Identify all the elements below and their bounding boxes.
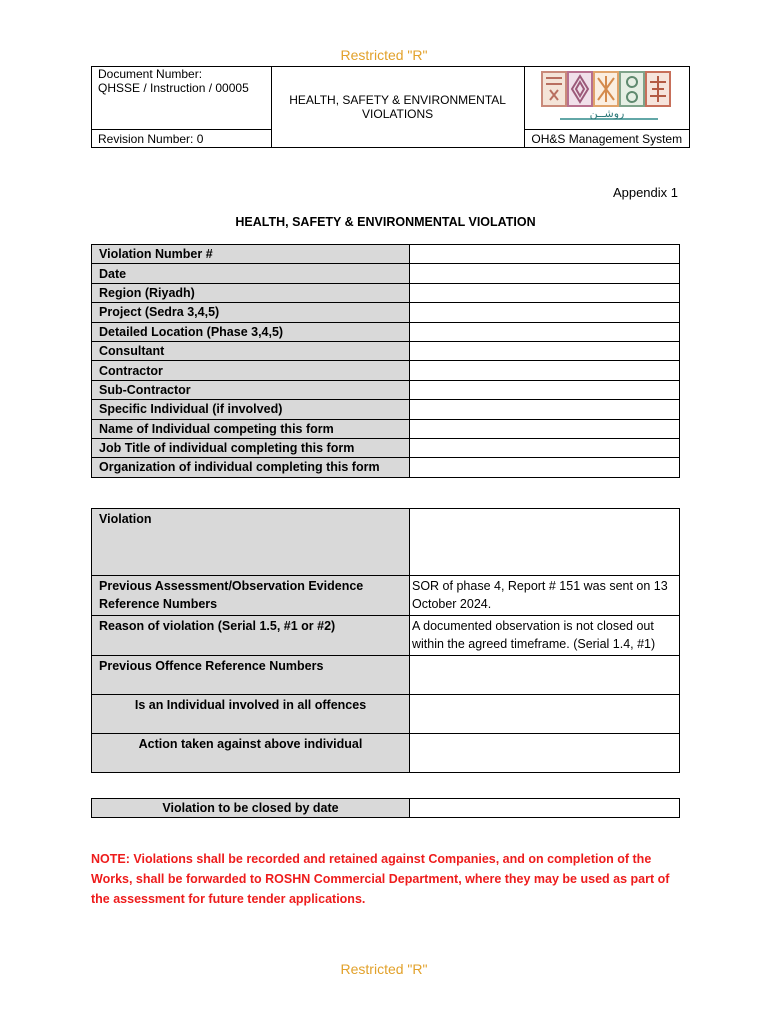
table-row — [92, 303, 680, 322]
document-title: HEALTH, SAFETY & ENVIRONMENTAL VIOLATIONS — [271, 67, 524, 148]
field-label: Detailed Location (Phase 3,4,5) — [92, 322, 410, 341]
logo-cell — [524, 67, 690, 130]
field-value[interactable] — [410, 438, 680, 457]
logo-text: روشــن — [589, 107, 625, 120]
field-label: Job Title of individual completing this form — [92, 438, 410, 457]
table-row — [92, 458, 680, 477]
action-taken-value[interactable] — [410, 734, 680, 773]
field-label: Specific Individual (if involved) — [92, 400, 410, 419]
appendix-label: Appendix 1 — [612, 185, 678, 200]
individual-involved-label: Is an Individual involved in all offences — [92, 695, 410, 734]
field-label: Violation Number # — [92, 245, 410, 264]
field-label: Organization of individual completing this form — [92, 458, 410, 477]
field-value[interactable] — [410, 264, 680, 283]
field-label: Contractor — [92, 361, 410, 380]
close-by-value[interactable] — [410, 799, 680, 818]
table-row — [92, 341, 680, 360]
previous-assessment-value[interactable]: SOR of phase 4, Report # 151 was sent on 13 October 2024. — [410, 576, 680, 616]
field-value[interactable] — [410, 361, 680, 380]
previous-offence-value[interactable] — [410, 656, 680, 695]
field-value[interactable] — [410, 245, 680, 264]
table-row — [92, 361, 680, 380]
action-taken-label: Action taken against above individual — [92, 734, 410, 773]
previous-offence-label: Previous Offence Reference Numbers — [92, 656, 410, 695]
table-row — [92, 734, 680, 773]
management-system: OH&S Management System — [524, 130, 690, 148]
restricted-label-bottom: Restricted "R" — [340, 961, 428, 977]
field-value[interactable] — [410, 380, 680, 399]
field-label: Region (Riyadh) — [92, 283, 410, 302]
reason-label: Reason of violation (Serial 1.5, #1 or #2) — [92, 616, 410, 656]
field-value[interactable] — [410, 283, 680, 302]
previous-assessment-label: Previous Assessment/Observation Evidence Reference Numbers — [92, 576, 410, 616]
note-text: NOTE: Violations shall be recorded and retained against Companies, and on completion of the Works, shall be forwarded to ROSHN Commercial Department, where they may be used as part of the assessment for future tender applications. — [91, 852, 670, 906]
table-row — [92, 576, 680, 616]
table-row — [92, 656, 680, 695]
field-label: Date — [92, 264, 410, 283]
table-row — [92, 400, 680, 419]
field-value[interactable] — [410, 458, 680, 477]
field-label: Project (Sedra 3,4,5) — [92, 303, 410, 322]
roshn-logo — [540, 70, 674, 124]
document-number-label: Document Number: — [98, 67, 203, 81]
table-row — [92, 695, 680, 734]
table-row — [92, 380, 680, 399]
table-row — [92, 322, 680, 341]
individual-involved-value[interactable] — [410, 695, 680, 734]
field-value[interactable] — [410, 419, 680, 438]
field-label: Sub-Contractor — [92, 380, 410, 399]
table-row — [92, 616, 680, 656]
violation-label: Violation — [92, 509, 410, 576]
reason-value[interactable]: A documented observation is not closed out within the agreed timeframe. (Serial 1.4, #1) — [410, 616, 680, 656]
table-row — [92, 509, 680, 576]
table-row — [92, 799, 680, 818]
form-title: HEALTH, SAFETY & ENVIRONMENTAL VIOLATION — [235, 215, 536, 229]
field-value[interactable] — [410, 303, 680, 322]
close-by-table — [91, 798, 680, 818]
violation-details-table — [91, 508, 680, 773]
document-number: QHSSE / Instruction / 00005 — [98, 81, 249, 95]
document-number-cell — [92, 67, 272, 130]
document-header — [91, 66, 690, 148]
table-row — [92, 283, 680, 302]
violation-value[interactable] — [410, 509, 680, 576]
field-value[interactable] — [410, 322, 680, 341]
field-value[interactable] — [410, 400, 680, 419]
field-value[interactable] — [410, 341, 680, 360]
restricted-label-top: Restricted "R" — [340, 47, 428, 63]
table-row — [92, 264, 680, 283]
revision-number: Revision Number: 0 — [92, 130, 272, 148]
field-label: Name of Individual competing this form — [92, 419, 410, 438]
violation-info-table — [91, 244, 680, 478]
table-row — [92, 438, 680, 457]
close-by-label: Violation to be closed by date — [92, 799, 410, 818]
table-row — [92, 419, 680, 438]
table-row — [92, 245, 680, 264]
field-label: Consultant — [92, 341, 410, 360]
